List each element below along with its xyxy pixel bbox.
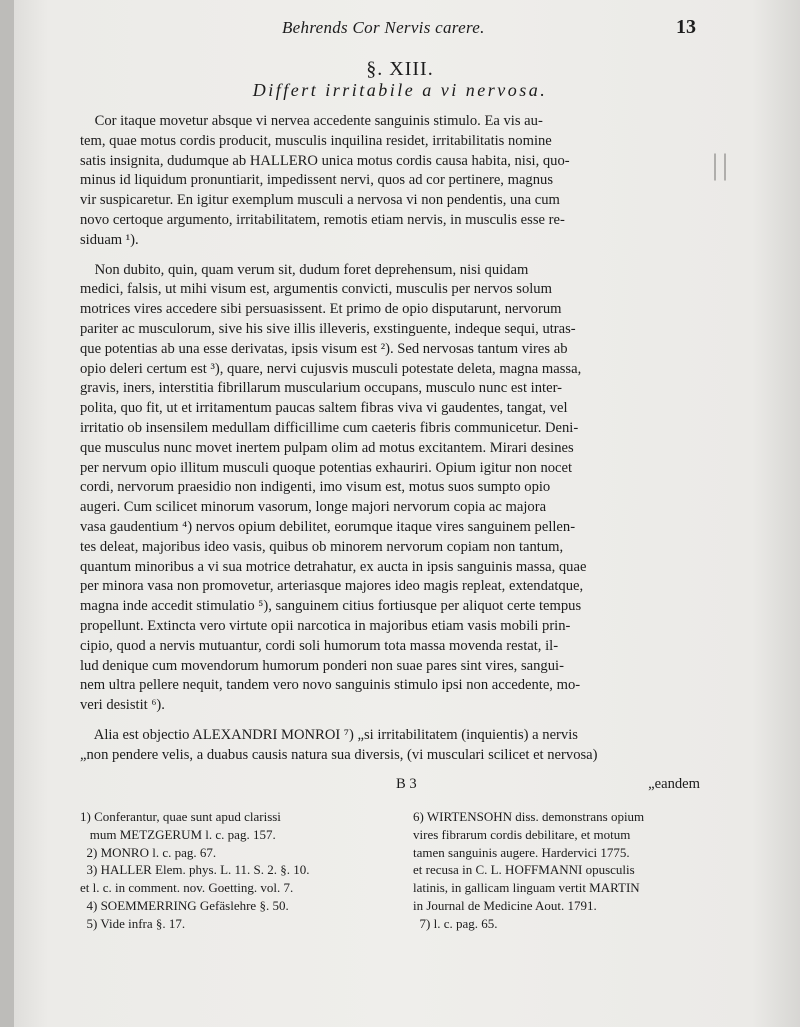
text-line: siduam ¹). <box>80 231 139 248</box>
footnotes-left-column <box>80 808 400 933</box>
text-line: lud denique cum movendorum humorum ponderi non suae pares sint vires, sangui- <box>80 657 564 674</box>
footnote-line: tamen sanguinis augere. Hardervici 1775. <box>413 844 630 860</box>
text-line: novo certoque argumento, irritabilitatem, remotis etiam nervis, in musculis esse re- <box>80 211 565 228</box>
footnote-line: et l. c. in comment. nov. Goetting. vol. 7. <box>80 880 294 896</box>
section-title: Differt irritabile a vi nervosa. <box>252 80 548 100</box>
main-text <box>80 112 702 766</box>
paragraph-2 <box>80 261 702 716</box>
text-line: per minora vasa non promovetur, arteriasque majores ideo magis repleat, extendatque, <box>80 578 584 595</box>
text-line: propellunt. Extincta vero virtute opii narcotica in majoribus etiam vasis mobili prin- <box>80 617 571 634</box>
text-line: veri desistit ⁶). <box>80 697 165 714</box>
text-line: medici, falsis, ut mihi visum est, argumentis convicti, musculis per nervos solum <box>80 281 552 298</box>
text-line: tem, quae motus cordis producit, musculis inquilina residet, irritabilitatis nomine <box>80 132 552 149</box>
paragraph-1 <box>80 112 702 251</box>
text-line: irritatio ob insensilem medullam difficillime cum caeteris fibris communicetur. Deni- <box>80 419 579 436</box>
footnote-line: 7) l. c. pag. 65. <box>413 915 498 931</box>
text-line: nem ultra pellere nequit, tandem vero novo sanguinis stimulo ipsi non accedente, mo- <box>80 677 581 694</box>
text-line: tes deleat, majoribus ideo vasis, quibus ob minorem nervorum copiam non tantum, <box>80 538 564 555</box>
text-line: Non dubito, quin, quam verum sit, dudum foret deprehensum, nisi quidam <box>80 261 529 278</box>
text-line: pariter ac musculorum, sive his sive illis illeveris, exstinguente, indeque sequi, utras- <box>80 320 576 337</box>
catchword: „eandem <box>648 776 700 792</box>
running-head: Behrends Cor Nervis carere. <box>282 18 485 37</box>
text-line: motrices vires accedere sibi persuasissent. Et primo de opio disputarunt, nervorum <box>80 301 562 318</box>
paragraph-gap <box>80 716 702 726</box>
footnote-line: 1) Conferantur, quae sunt apud clarissi <box>80 809 281 824</box>
text-line: que potentias ab una esse derivatas, ipsis visum est ²). Sed nervosas tantum vires ab <box>80 340 568 357</box>
footnote-line: in Journal de Medicine Aout. 1791. <box>413 897 597 913</box>
text-line: gravis, iners, interstitia fibrillarum muscularium occupans, musculo nunc est inter- <box>80 380 562 397</box>
signature-mark: B 3 <box>396 776 417 792</box>
text-line: Cor itaque movetur absque vi nervea accedente sanguinis stimulo. Ea vis au- <box>80 113 543 129</box>
text-line: magna inde accedit stimulatio ⁵), sanguinem citius fortiusque per aliquot certe tempus <box>80 598 582 615</box>
text-line: opio deleri certum est ³), quare, nervi cujusvis musculi potestate deleta, magna massa, <box>80 360 582 377</box>
paragraph-gap <box>80 251 702 261</box>
footnote-line: latinis, in gallicam linguam vertit MARTIN <box>413 880 640 896</box>
text-line: quantum minoribus a vi sua motrice detrahatur, ex aucta in ipsis sanguinis massa, quae <box>80 558 587 575</box>
footnote-line: 3) HALLER Elem. phys. L. 11. S. 2. §. 10. <box>80 862 310 878</box>
text-line: vasa gaudentium ⁴) nervos opium debilitet, eorumque itaque vires sanguinem pellen- <box>80 518 576 535</box>
text-line: cordi, nervorum praesidio non indigenti, imo visum est, motus suos sumpto opio <box>80 479 551 496</box>
footnote-line: vires fibrarum cordis debilitare, et motum <box>413 826 631 842</box>
footnote-line: 6) WIRTENSOHN diss. demonstrans opium <box>413 809 645 824</box>
text-line: minus id liquidum pronuntiarit, impedissent nervi, quos ad cor pertinere, magnus <box>80 172 553 189</box>
text-line: polita, quo fit, ut et irritamentum paucas saltem fibras viva vi gaudentes, tangat, vel <box>80 400 568 417</box>
footnote-line: et recusa in C. L. HOFFMANNI opusculis <box>413 862 635 878</box>
section-number: §. XIII. <box>366 58 434 80</box>
footnote-line: 4) SOEMMERRING Gefäslehre §. 50. <box>80 897 289 913</box>
margin-pencil-mark: || <box>712 148 733 181</box>
text-line: que musculus nunc movet inertem pulpam olim ad motus excitantem. Mirari desines <box>80 439 574 456</box>
text-line: „non pendere velis, a duabus causis natura sua diversis, (vi musculari scilicet et nervosa) <box>80 746 598 763</box>
page-number: 13 <box>676 16 696 38</box>
text-line: vir suspicaretur. En igitur exemplum musculi a nervosa vi non pendentis, una cum <box>80 192 560 209</box>
footnotes-right-column <box>413 808 713 933</box>
text-line: Alia est objectio ALEXANDRI MONROI ⁷) „si irritabilitatem (inquientis) a nervis <box>80 726 578 743</box>
footnote-line: mum METZGERUM l. c. pag. 157. <box>80 826 276 842</box>
text-line: satis insignita, dudumque ab HALLERO unica motus cordis causa habita, nisi, quo- <box>80 152 570 169</box>
footnote-line: 5) Vide infra §. 17. <box>80 915 186 931</box>
footnote-line: 2) MONRO l. c. pag. 67. <box>80 844 217 860</box>
page-gutter-shadow <box>0 0 14 1027</box>
text-line: per nervum opio illitum musculi quoque potentias exhauriri. Opium igitur non nocet <box>80 459 573 476</box>
text-line: augeri. Cum scilicet minorum vasorum, longe majori nervorum copia ac majora <box>80 499 547 516</box>
paragraph-3 <box>80 726 702 766</box>
text-line: cipio, quod a nervis mutuantur, cordi soli humorum tota massa movenda restat, il- <box>80 637 559 654</box>
